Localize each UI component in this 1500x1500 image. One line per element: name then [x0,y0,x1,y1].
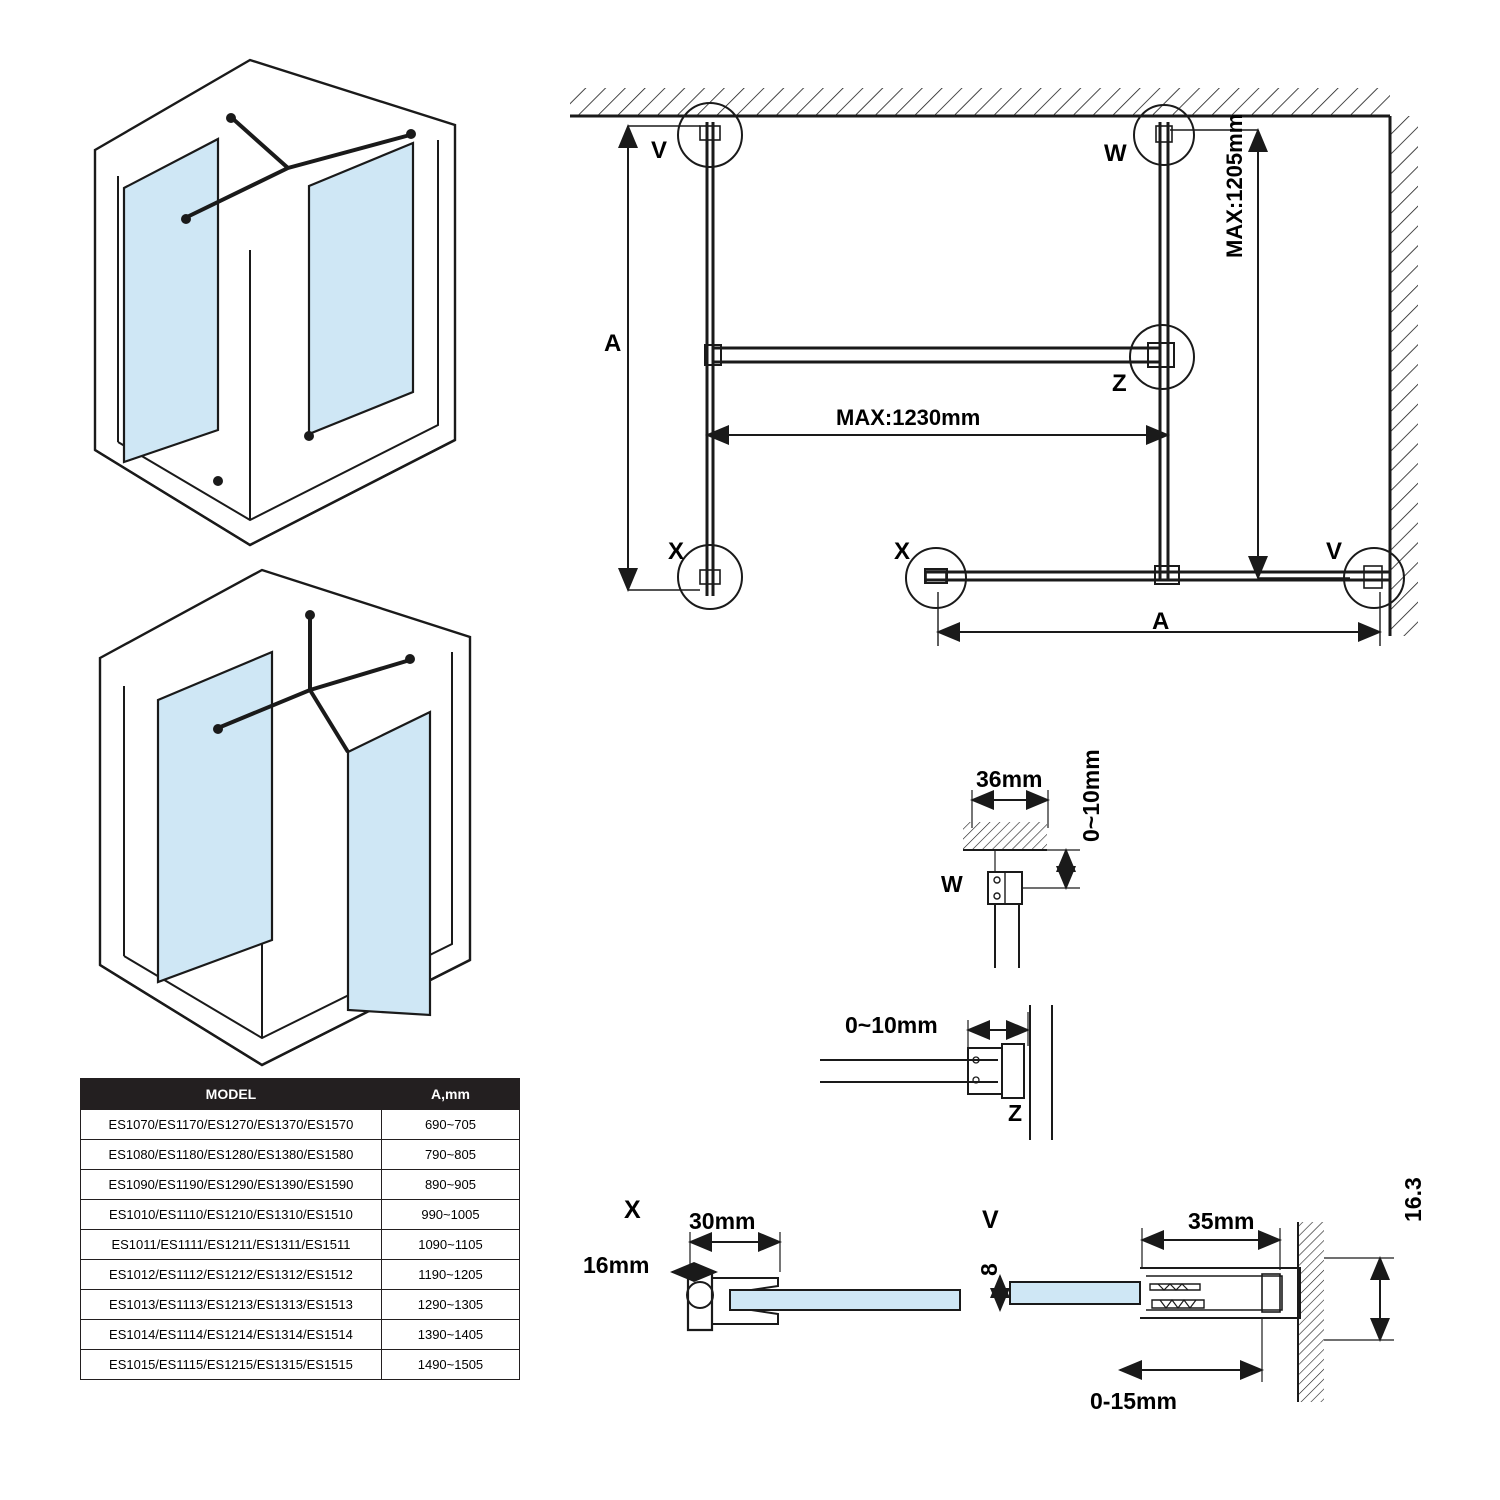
table-row [81,1290,520,1320]
cell-model: ES1070/ES1170/ES1270/ES1370/ES1570 [81,1110,382,1140]
dim-x-30mm: 30mm [689,1208,756,1234]
callout-x-detail: X [624,1196,641,1224]
table-row [81,1110,520,1140]
model-table [80,1078,520,1380]
dim-w-36mm: 36mm [976,766,1043,792]
detail-w [963,790,1080,968]
table-body [81,1110,520,1380]
cell-a: 690~705 [381,1110,519,1140]
callout-z-detail: Z [1008,1100,1023,1126]
detail-v [1000,1222,1394,1402]
col-model: MODEL [81,1079,382,1110]
cell-a: 990~1005 [381,1200,519,1230]
iso-view-bottom [100,570,470,1065]
cell-a: 1490~1505 [381,1350,519,1380]
plan-view [570,88,1418,646]
cell-model: ES1010/ES1110/ES1210/ES1310/ES1510 [81,1200,382,1230]
table-header-row [81,1079,520,1110]
table-row [81,1320,520,1350]
cell-a: 890~905 [381,1170,519,1200]
cell-model: ES1090/ES1190/ES1290/ES1390/ES1590 [81,1170,382,1200]
cell-model: ES1015/ES1115/ES1215/ES1315/ES1515 [81,1350,382,1380]
table-row [81,1170,520,1200]
dim-v-35mm: 35mm [1188,1208,1255,1234]
dim-w-gap: 0~10mm [1078,749,1104,842]
table-row [81,1350,520,1380]
cell-model: ES1011/ES1111/ES1211/ES1311/ES1511 [81,1230,382,1260]
callout-v-top: V [651,137,668,164]
col-a: A,mm [381,1079,519,1110]
cell-model: ES1012/ES1112/ES1212/ES1312/ES1512 [81,1260,382,1290]
cell-model: ES1080/ES1180/ES1280/ES1380/ES1580 [81,1140,382,1170]
callout-x-bottom: X [894,538,911,565]
callout-v-bottom: V [1326,538,1343,565]
dim-a-horizontal: A [1152,608,1170,635]
cell-a: 790~805 [381,1140,519,1170]
callout-x-left: X [668,538,685,565]
callout-z: Z [1112,370,1127,397]
cell-model: ES1013/ES1113/ES1213/ES1313/ES1513 [81,1290,382,1320]
table-row [81,1200,520,1230]
cell-a: 1290~1305 [381,1290,519,1320]
cell-a: 1390~1405 [381,1320,519,1350]
callout-w: W [1104,140,1127,167]
callout-v-detail: V [982,1206,999,1234]
cell-a: 1090~1105 [381,1230,519,1260]
dim-max-height: MAX:1205mm [1222,113,1247,258]
table-row [81,1140,520,1170]
callout-w-detail: W [941,871,963,897]
table-row [81,1260,520,1290]
dim-x-16mm: 16mm [583,1252,650,1278]
iso-view-top [95,60,455,545]
dim-z-gap: 0~10mm [845,1012,938,1038]
dim-a-vertical: A [604,330,622,357]
table-row [81,1230,520,1260]
detail-x [672,1232,960,1330]
dim-v-glass-8: 8 [976,1263,1002,1276]
dim-max-width: MAX:1230mm [832,405,984,431]
cell-a: 1190~1205 [381,1260,519,1290]
dim-v-0-15mm: 0-15mm [1090,1388,1177,1414]
cell-model: ES1014/ES1114/ES1214/ES1314/ES1514 [81,1320,382,1350]
dim-v-163: 16.3 [1400,1177,1426,1222]
